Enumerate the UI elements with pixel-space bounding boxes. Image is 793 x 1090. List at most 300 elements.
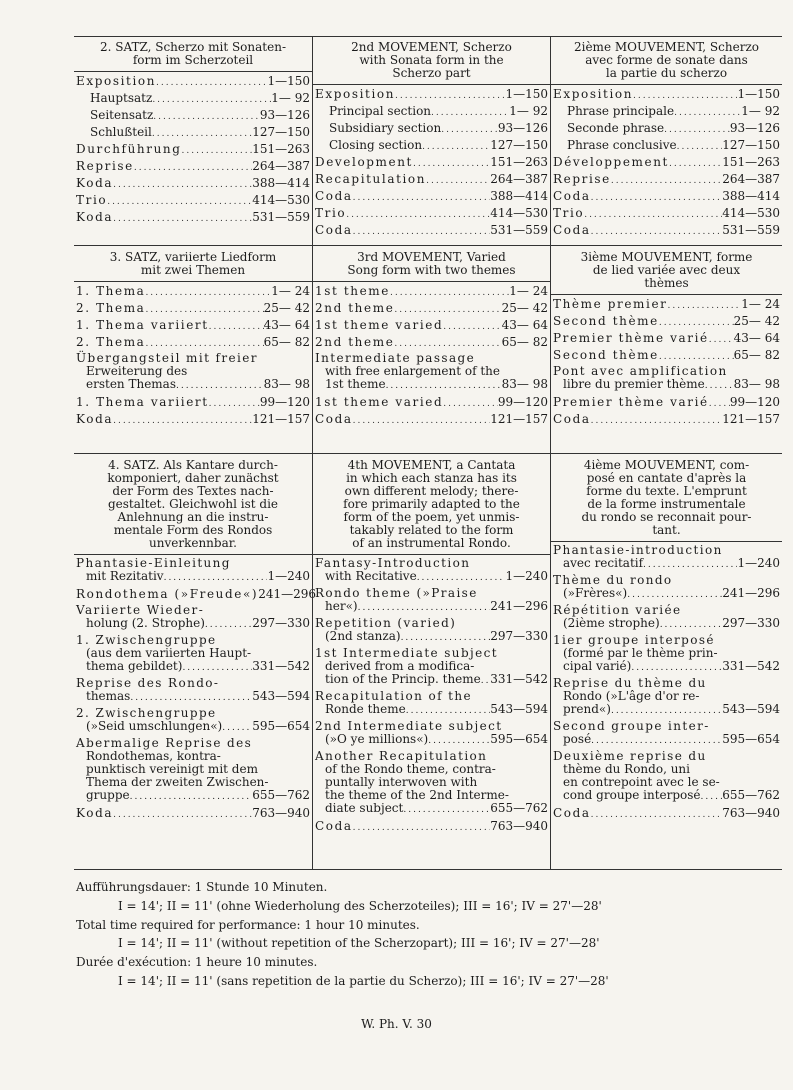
entry-line: 1st theme (325, 377, 386, 391)
entry-line: 1ier groupe interposé (553, 633, 715, 647)
footer-line: Aufführungsdauer: 1 Stunde 10 Minuten. (76, 880, 328, 894)
form-entry (551, 297, 782, 314)
entry-last-line (315, 378, 548, 393)
entry-last-line (553, 617, 780, 632)
entry-last-line (553, 557, 780, 572)
section-label: Coda (315, 412, 353, 426)
leader-dots (395, 89, 505, 104)
leader-dots (394, 303, 501, 318)
form-entry (313, 335, 550, 352)
leader-dots (705, 380, 734, 393)
leader-dots (481, 675, 490, 688)
bar-range: 1—150 (505, 87, 548, 101)
form-entry (74, 604, 312, 632)
heading-line: 2nd MOVEMENT, Scherzo (351, 40, 512, 54)
entry-last-line (76, 789, 310, 804)
form-entry (313, 87, 550, 104)
entry-last-line (315, 733, 548, 748)
form-entry (551, 750, 782, 804)
movement-heading (313, 459, 550, 555)
bar-range: 1—240 (505, 569, 548, 583)
bar-range: 1— 24 (271, 284, 310, 298)
form-entry (313, 301, 550, 318)
entry-line: (»Seid umschlungen«) (86, 719, 223, 733)
section-label: Trio (76, 193, 108, 207)
section-label: Coda (315, 223, 353, 237)
bar-range: 25— 42 (263, 301, 310, 315)
leader-dots (205, 619, 252, 632)
bar-range: 1—240 (737, 556, 780, 570)
bar-range: 1— 92 (271, 91, 310, 105)
entry-line: Rondothemas, kontra- (86, 749, 221, 763)
form-entry (551, 206, 782, 223)
bar-range: 264—387 (252, 159, 310, 173)
entry-line: Reprise du thème du (553, 676, 707, 690)
entry-line: with free enlargement of the (325, 364, 500, 378)
section-label: Hauptsatz (90, 91, 153, 105)
bar-range: 151—263 (722, 155, 780, 169)
entry-line: Rondo theme (»Praise (315, 586, 478, 600)
movement-section (74, 458, 317, 823)
form-entry (74, 108, 312, 125)
bar-range: 543—594 (252, 689, 310, 703)
section-label: Coda (315, 819, 353, 833)
section-label: Exposition (76, 74, 157, 88)
bar-range: 99—120 (497, 395, 548, 409)
section-label: Principal section (329, 104, 432, 118)
form-entry (313, 647, 550, 688)
form-entry (74, 806, 312, 823)
entry-line: gruppe (86, 788, 130, 802)
movement-section (74, 251, 312, 429)
bar-range: 93—126 (729, 121, 780, 135)
heading-line: of an instrumental Rondo. (352, 536, 511, 550)
section-label: Koda (76, 176, 114, 190)
leader-dots (443, 397, 498, 412)
form-entry (74, 125, 312, 142)
leader-dots (164, 572, 268, 585)
bar-range: 595—654 (252, 719, 310, 733)
form-entry (74, 335, 312, 352)
bar-range: 763—940 (252, 806, 310, 820)
entry-line: 1. Zwischengruppe (76, 633, 217, 647)
form-entry (74, 193, 312, 210)
form-entry (74, 677, 312, 705)
form-entry (313, 412, 550, 429)
page-number: W. Ph. V. 30 (361, 1017, 432, 1031)
form-entry (74, 707, 312, 735)
entry-line: Répétition variée (553, 603, 682, 617)
heading-line: 4. SATZ. Als Kantare durch- (108, 458, 278, 472)
entry-line: (aus dem variierten Haupt- (86, 646, 252, 660)
movement-section (551, 41, 782, 240)
heading-line: 3. SATZ, variierte Liedform (109, 250, 277, 264)
section-divider (313, 245, 550, 246)
entry-last-line (553, 378, 780, 393)
bar-range: 543—594 (490, 702, 548, 716)
entry-line: (»Frères«) (563, 586, 628, 600)
form-entry (551, 121, 782, 138)
form-entry (74, 210, 312, 227)
heading-line: Scherzo part (392, 66, 471, 80)
entry-line: holung (2. Strophe) (86, 616, 205, 630)
bar-range: 388—414 (252, 176, 310, 190)
bar-range: 127—150 (722, 138, 780, 152)
heading-line: with Sonata form in the (359, 53, 504, 67)
entry-last-line (553, 587, 780, 602)
heading-line: in which each stanza has its (346, 471, 517, 485)
heading-line: forme du texte. L'emprunt (586, 484, 747, 498)
leader-dots (176, 380, 264, 393)
form-entry (313, 720, 550, 748)
entry-line: Recapitulation of the (315, 689, 473, 703)
section-label: Coda (553, 806, 591, 820)
leader-dots (591, 191, 723, 206)
bar-range: 1—150 (267, 74, 310, 88)
entry-line: derived from a modifica- (325, 659, 475, 673)
leader-dots (209, 320, 264, 335)
bar-range: 25— 42 (733, 314, 780, 328)
entry-line: (formé par le thème prin- (563, 646, 718, 660)
entry-line: Pont avec amplification (553, 364, 728, 378)
section-label: 1. Thema variiert (76, 395, 209, 409)
entry-line: Abermalige Reprise des (76, 736, 253, 750)
entry-line: Fantasy-Introduction (315, 556, 471, 570)
form-entry (74, 91, 312, 108)
entry-last-line (76, 690, 310, 705)
entry-line: Repetition (varied) (315, 616, 457, 630)
leader-dots (113, 178, 252, 193)
heading-line: mit zwei Themen (140, 263, 246, 277)
leader-dots (406, 705, 490, 718)
entry-line: Deuxième reprise du (553, 749, 707, 763)
movement-heading (551, 459, 782, 542)
leader-dots (584, 208, 722, 223)
leader-dots (417, 572, 506, 585)
leader-dots (428, 735, 490, 748)
bar-range: 241—296 (490, 599, 548, 613)
form-entry (74, 395, 312, 412)
form-entry (313, 690, 550, 718)
entry-line: libre du premier thème (563, 377, 705, 391)
leader-dots (107, 195, 252, 210)
section-divider (551, 453, 782, 454)
form-entry (313, 395, 550, 412)
entry-last-line (553, 789, 780, 804)
section-label: Development (315, 155, 413, 169)
form-entry (74, 634, 312, 675)
entry-last-line (315, 600, 548, 615)
leader-dots (660, 619, 723, 632)
entry-line: (2nd stanza) (325, 629, 401, 643)
form-entry (551, 806, 782, 823)
section-label: Recapitulation (315, 172, 427, 186)
bar-range: 99—120 (729, 395, 780, 409)
leader-dots (426, 174, 490, 189)
bar-range: 531—559 (722, 223, 780, 237)
leader-dots (659, 316, 734, 331)
bar-range: 151—263 (252, 142, 310, 156)
leader-dots (152, 93, 271, 108)
entry-line: 2. Zwischengruppe (76, 706, 217, 720)
heading-line: takably related to the form (349, 523, 514, 537)
heading-line: 2. SATZ, Scherzo mit Sonaten- (99, 40, 286, 54)
leader-dots (674, 106, 741, 121)
leader-dots (130, 692, 252, 705)
form-entry (551, 634, 782, 675)
entry-line: puntally interwoven with (325, 775, 478, 789)
entry-last-line (553, 733, 780, 748)
entry-last-line (315, 673, 548, 688)
form-entry (74, 352, 312, 393)
leader-dots (677, 140, 723, 155)
bar-range: 414—530 (252, 193, 310, 207)
leader-dots (386, 380, 502, 393)
leader-dots (390, 286, 509, 301)
entry-line: her«) (325, 599, 358, 613)
form-entry (551, 544, 782, 572)
entry-last-line (76, 378, 310, 393)
movement-heading (551, 41, 782, 85)
heading-line: de lied variée avec deux (592, 263, 741, 277)
heading-line: form of the poem, yet unmis- (343, 510, 520, 524)
form-entry (74, 159, 312, 176)
section-label: Phrase conclusive (567, 138, 677, 152)
entry-line: the theme of the 2nd Interme- (325, 788, 509, 802)
section-label: Reprise (553, 172, 611, 186)
form-entry (313, 223, 550, 240)
form-entry (74, 176, 312, 193)
leader-dots (145, 337, 263, 352)
heading-line: 3ième MOUVEMENT, forme (580, 250, 753, 264)
leader-dots (591, 735, 722, 748)
entry-line: Erweiterung des (86, 364, 188, 378)
leader-dots (633, 89, 737, 104)
section-label: Closing section (329, 138, 423, 152)
footer-line: I = 14'; II = 11' (ohne Wiederholung des Scherzoteiles); III = 16'; IV = 27'—28' (118, 898, 602, 913)
section-label: Coda (553, 223, 591, 237)
leader-dots (443, 320, 501, 335)
bar-range: 121—157 (490, 412, 548, 426)
entry-line: Second groupe inter- (553, 719, 710, 733)
leader-dots (209, 397, 260, 412)
form-entry (313, 750, 550, 817)
entry-line: Rondo (»L'âge d'or re- (563, 689, 700, 703)
bar-range: 331—542 (252, 659, 310, 673)
form-entry (74, 737, 312, 804)
movement-heading (74, 251, 312, 282)
heading-line: Song form with two themes (347, 263, 516, 277)
heading-line: 4th MOVEMENT, a Cantata (347, 458, 516, 472)
entry-line: Phantasie-Einleitung (76, 556, 231, 570)
form-entry (313, 155, 550, 172)
leader-dots (145, 286, 271, 301)
heading-line: 2ième MOUVEMENT, Scherzo (573, 40, 759, 54)
movement-heading (74, 41, 312, 72)
heading-line: fore primarily adapted to the (343, 497, 520, 511)
leader-dots (611, 174, 722, 189)
form-entry (74, 318, 312, 335)
section-label: Trio (315, 206, 347, 220)
bar-range: 65— 82 (263, 335, 310, 349)
leader-dots (153, 110, 260, 125)
heading-line: komponiert, daher zunächst (107, 471, 279, 485)
section-divider (74, 245, 312, 246)
leader-dots (156, 76, 267, 91)
bar-range: 127—150 (252, 125, 310, 139)
leader-dots (441, 123, 498, 138)
leader-dots (659, 350, 734, 365)
bar-range: 241—296 (258, 587, 317, 601)
section-label: 2. Thema (76, 335, 146, 349)
section-label: Phrase principale (567, 104, 675, 118)
leader-dots (591, 225, 723, 240)
leader-dots (353, 225, 491, 240)
form-entry (313, 557, 550, 585)
bar-range: 297—330 (252, 616, 310, 630)
heading-line: du rondo se reconnait pour- (581, 510, 752, 524)
leader-dots (709, 397, 730, 412)
bar-range: 655—762 (252, 788, 310, 802)
heading-line: posé en cantate d'après la (586, 471, 747, 485)
form-entry (551, 104, 782, 121)
entry-line: 2nd Intermediate subject (315, 719, 503, 733)
entry-last-line (315, 802, 548, 817)
movement-heading (74, 459, 312, 555)
entry-line: diate subject (325, 801, 404, 815)
entry-line: punktisch vereinigt mit dem (86, 762, 258, 776)
section-label: 2nd theme (315, 301, 395, 315)
bar-range: 655—762 (490, 801, 548, 815)
leader-dots (130, 791, 253, 804)
section-label: Koda (76, 806, 114, 820)
bar-range: 65— 82 (733, 348, 780, 362)
heading-line: form im Scherzoteil (132, 53, 254, 67)
leader-dots (145, 303, 263, 318)
entry-line: thème du Rondo, uni (563, 762, 690, 776)
bar-range: 93—126 (259, 108, 310, 122)
section-label: 2nd theme (315, 335, 395, 349)
movement-heading (551, 251, 782, 295)
entry-line: (»O ye millions«) (325, 732, 429, 746)
entry-line: ersten Themas (86, 377, 176, 391)
entry-line: Ronde theme (325, 702, 406, 716)
form-entry (74, 74, 312, 91)
form-entry (313, 189, 550, 206)
form-entry (551, 314, 782, 331)
form-entry (551, 331, 782, 348)
entry-last-line (315, 570, 548, 585)
form-entry (551, 677, 782, 718)
form-entry (551, 395, 782, 412)
bar-range: 655—762 (722, 788, 780, 802)
entry-line: Reprise des Rondo- (76, 676, 220, 690)
section-label: Koda (76, 210, 114, 224)
section-label: Thème premier (553, 297, 668, 311)
movement-heading (313, 251, 550, 282)
section-label: 1st theme varied (315, 395, 444, 409)
heading-line: la partie du scherzo (605, 66, 728, 80)
form-entry (313, 172, 550, 189)
bar-range: 1—150 (737, 87, 780, 101)
entry-last-line (315, 703, 548, 718)
form-entry (551, 138, 782, 155)
form-entry (551, 223, 782, 240)
entry-last-line (76, 570, 310, 585)
section-label: Coda (553, 189, 591, 203)
bar-range: 763—940 (722, 806, 780, 820)
bar-range: 331—542 (490, 672, 548, 686)
bar-range: 763—940 (490, 819, 548, 833)
section-label: Coda (315, 189, 353, 203)
section-label: Exposition (315, 87, 396, 101)
form-entry (313, 587, 550, 615)
leader-dots (709, 333, 734, 348)
form-entry (551, 87, 782, 104)
form-entry (74, 142, 312, 159)
form-entry (313, 318, 550, 335)
bar-range: 331—542 (722, 659, 780, 673)
form-entry (551, 348, 782, 365)
section-label: Seconde phrase (567, 121, 665, 135)
leader-dots (358, 602, 491, 615)
leader-dots (222, 722, 252, 735)
section-label: Développement (553, 155, 669, 169)
leader-dots (403, 804, 490, 817)
leader-dots (134, 161, 252, 176)
bar-range: 414—530 (490, 206, 548, 220)
leader-dots (394, 337, 501, 352)
entry-line: Another Recapitulation (315, 749, 488, 763)
section-divider (551, 245, 782, 246)
leader-dots (627, 589, 722, 602)
bar-range: 1— 92 (509, 104, 548, 118)
french-column (550, 37, 782, 869)
bar-range: 65— 82 (501, 335, 548, 349)
bar-range: 43— 64 (501, 318, 548, 332)
footer-line: I = 14'; II = 11' (sans repetition de la partie du Scherzo); III = 16'; IV = 27'—28' (118, 973, 609, 988)
entry-line: Übergangsteil mit freier (76, 351, 258, 365)
section-label: Premier thème varié (553, 395, 709, 409)
section-label: Rondothema (»Freude«) (76, 587, 259, 601)
section-label: Durchführung (76, 142, 182, 156)
entry-line: with Recitative (325, 569, 417, 583)
bar-range: 83— 98 (733, 377, 780, 391)
entry-line: Variierte Wieder- (76, 603, 205, 617)
form-entry (74, 284, 312, 301)
movement-table (74, 36, 782, 870)
form-entry (313, 617, 550, 645)
heading-line: de la forme instrumentale (587, 497, 746, 511)
entry-last-line (553, 660, 780, 675)
form-entry (313, 206, 550, 223)
section-label: 1. Thema variiert (76, 318, 209, 332)
bar-range: 388—414 (722, 189, 780, 203)
entry-line: themas (86, 689, 131, 703)
entry-last-line (553, 703, 780, 718)
entry-line: of the Rondo theme, contra- (325, 762, 496, 776)
leader-dots (668, 299, 742, 314)
heading-line: tant. (652, 523, 681, 537)
bar-range: 83— 98 (501, 377, 548, 391)
bar-range: 1— 24 (741, 297, 780, 311)
entry-line: thema gebildet) (86, 659, 183, 673)
leader-dots (346, 208, 490, 223)
entry-line: Phantasie-introduction (553, 543, 723, 557)
heading-line: own different melody; there- (344, 484, 519, 498)
leader-dots (643, 559, 737, 572)
german-column (74, 37, 317, 869)
